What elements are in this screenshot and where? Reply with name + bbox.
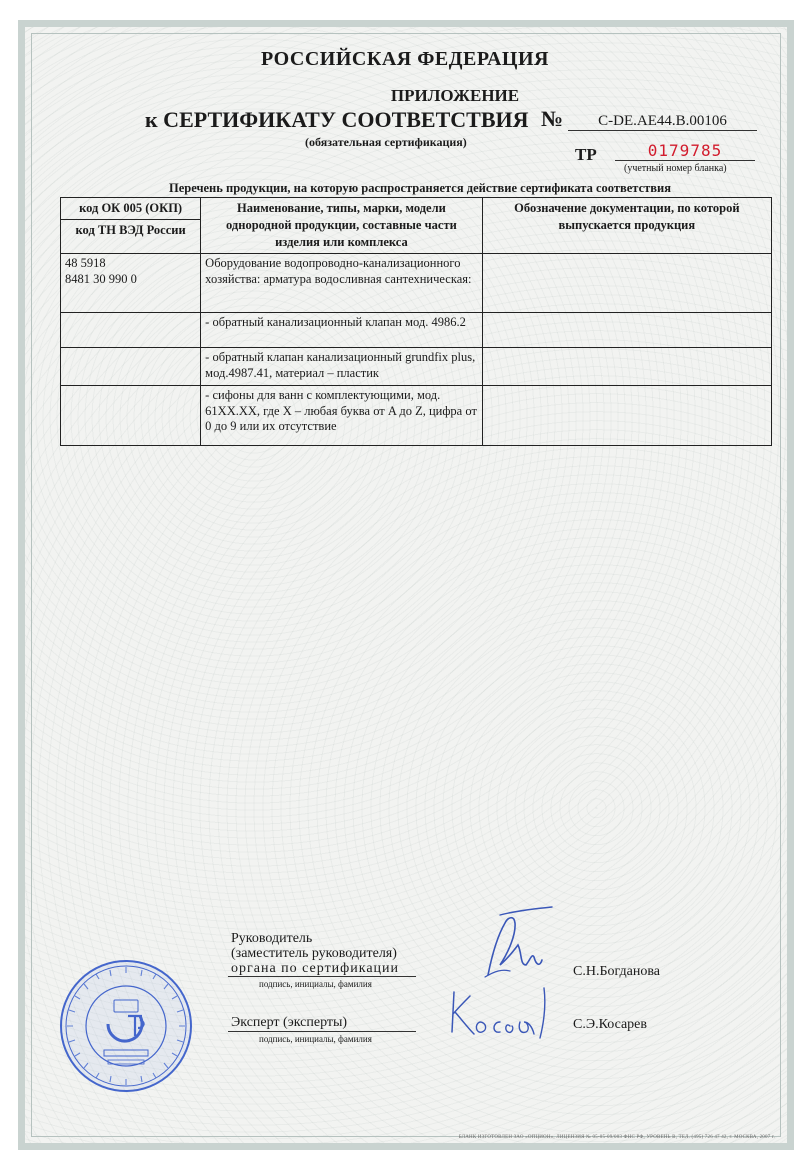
expert-name: С.Э.Косарев bbox=[573, 1017, 647, 1032]
expert-signature bbox=[448, 982, 558, 1042]
certification-type: (обязательная сертификация) bbox=[305, 135, 467, 149]
table-row bbox=[61, 386, 772, 446]
header-code-tnved: код ТН ВЭД России bbox=[61, 219, 200, 239]
row-code-okp: 48 5918 bbox=[65, 256, 106, 270]
certificate-title: к СЕРТИФИКАТУ СООТВЕТСТВИЯ bbox=[145, 107, 529, 132]
row-name: - обратный канализационный клапан мод. 4986.2 bbox=[201, 313, 483, 348]
head-label-2: (заместитель руководителя) bbox=[231, 946, 397, 961]
row-docs bbox=[482, 348, 771, 386]
row-name: Оборудование водопроводно-канализационного хозяйства: арматура водосливная сантехническая: bbox=[201, 254, 483, 313]
header-codes bbox=[61, 198, 201, 254]
row-codes bbox=[61, 386, 201, 446]
row-name: - сифоны для ванн с комплектующими, мод. 61XX.XX, где X – любая буква от A до Z, цифра от 0 до 9 или их отсутствие bbox=[201, 386, 483, 446]
tp-label: ТР bbox=[575, 145, 597, 164]
row-codes bbox=[61, 313, 201, 348]
expert-signature-line bbox=[228, 1031, 416, 1032]
table-row bbox=[61, 348, 772, 386]
head-label-1: Руководитель bbox=[231, 931, 313, 946]
product-table bbox=[60, 197, 772, 446]
header-code-okp: код ОК 005 (ОКП) bbox=[79, 201, 183, 215]
number-sign: № bbox=[541, 106, 564, 131]
head-label-3: органа по сертификации bbox=[231, 961, 400, 976]
table-row bbox=[61, 254, 772, 313]
row-docs bbox=[482, 386, 771, 446]
row-code-tnved: 8481 30 990 0 bbox=[65, 271, 137, 286]
row-codes bbox=[61, 348, 201, 386]
expert-caption: подпись, инициалы, фамилия bbox=[259, 1034, 372, 1044]
row-docs bbox=[482, 254, 771, 313]
head-signature bbox=[470, 905, 560, 985]
header-docs: Обозначение документации, по которой выпускается продукция bbox=[482, 198, 771, 254]
blank-number-caption: (учетный номер бланка) bbox=[624, 163, 727, 174]
row-codes bbox=[61, 254, 201, 313]
row-docs bbox=[482, 313, 771, 348]
blank-number: 0179785 bbox=[615, 141, 755, 161]
product-list-title: Перечень продукции, на которую распространяется действие сертификата соответствия bbox=[169, 181, 671, 195]
form-footer: БЛАНК ИЗГОТОВЛЕН ЗАО «ОПЦИОН», ЛИЦЕНЗИЯ № 05-05-09/003 ФНС РФ, УРОВЕНЬ В, ТЕЛ. (495) 726 47 42, г. МОСКВА, 2007 г. bbox=[458, 1135, 775, 1140]
appendix-title: ПРИЛОЖЕНИЕ bbox=[390, 86, 520, 105]
table-row bbox=[61, 313, 772, 348]
header-name: Наименование, типы, марки, модели однородной продукции, составные части изделия или комплекса bbox=[201, 198, 483, 254]
row-name: - обратный клапан канализационный grundfix plus, мод.4987.41, материал – пластик bbox=[201, 348, 483, 386]
certificate-number: C-DE.AE44.B.00106 bbox=[568, 113, 757, 131]
country-title: РОССИЙСКАЯ ФЕДЕРАЦИЯ bbox=[260, 48, 549, 70]
table-header-row bbox=[61, 198, 772, 254]
head-name: С.Н.Богданова bbox=[573, 964, 661, 979]
head-signature-line bbox=[228, 976, 416, 977]
certification-stamp bbox=[58, 958, 194, 1094]
expert-label: Эксперт (эксперты) bbox=[231, 1015, 348, 1030]
head-caption: подпись, инициалы, фамилия bbox=[259, 979, 372, 989]
